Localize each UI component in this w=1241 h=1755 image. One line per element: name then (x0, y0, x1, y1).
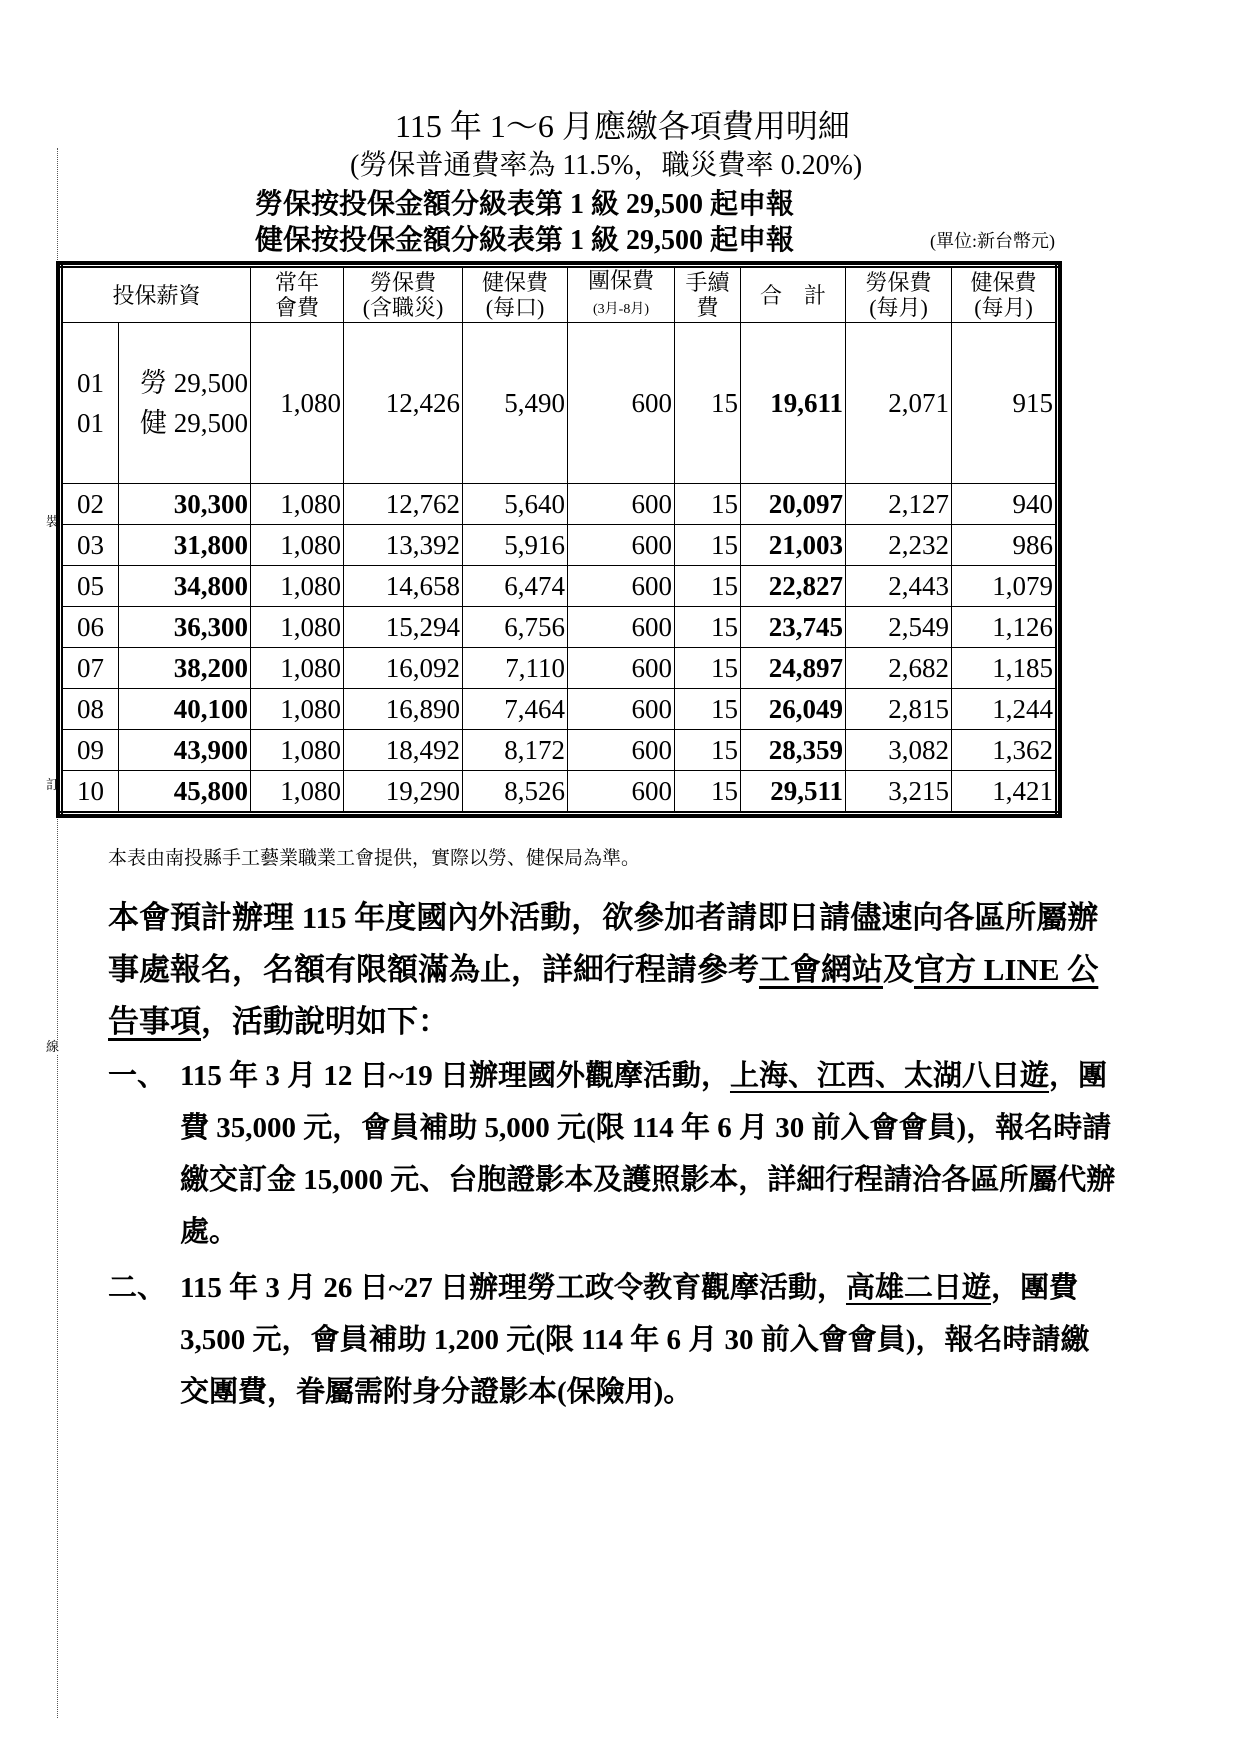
value-cell: 19,290 (344, 771, 463, 814)
value-cell: 12,426 (344, 323, 463, 484)
value-cell: 22,827 (741, 566, 846, 607)
value-cell: 2,443 (846, 566, 952, 607)
header-text: (每月) (974, 295, 1033, 320)
binding-mark: 裝 (46, 514, 60, 529)
value-cell: 1,080 (251, 525, 344, 566)
table-row (61, 689, 1058, 730)
value-cell: 1,080 (251, 730, 344, 771)
value-cell: 1,362 (952, 730, 1058, 771)
grade-cell: 02 (61, 484, 119, 525)
header-text: 勞保費 (370, 270, 437, 295)
header-text: 常年 (275, 270, 320, 295)
salary-cell: 45,800 (119, 771, 251, 814)
header-text: 費 (696, 295, 719, 320)
text-segment: ，團費 35,000 元，會員補助 5,000 元(限 114 年 6 月 30 前入會會員)，報名時請繳交訂金 15,000 元、台胞證影本及護照影本，詳細行程請洽各區所屬代辦處。 (180, 1060, 1116, 1248)
header-text: 投保薪資 (112, 282, 201, 308)
text-segment: 本會預計辦理 115 年度國內外活動，欲參加者請即日請儘速向各區所屬辦事處報名，名額有限額滿為止，詳細行程請參考 (108, 900, 1099, 987)
grade-cell: 08 (61, 689, 119, 730)
text-segment: 115 年 3 月 26 日~27 日辦理勞工政令教育觀摩活動， (180, 1272, 846, 1304)
value-cell: 600 (568, 607, 675, 648)
header-text: (3月-8月) (593, 302, 650, 317)
table-row (61, 323, 1058, 484)
column-header (675, 266, 741, 323)
table-note: 本表由南投縣手工藝業職業工會提供，實際以勞、健保局為準。 (108, 848, 641, 869)
value-cell: 15 (675, 525, 741, 566)
grade-cell: 05 (61, 566, 119, 607)
value-cell: 2,549 (846, 607, 952, 648)
value-cell: 8,172 (463, 730, 568, 771)
grade-cell: 10 (61, 771, 119, 814)
value-cell: 7,464 (463, 689, 568, 730)
value-cell: 2,232 (846, 525, 952, 566)
value-cell: 26,049 (741, 689, 846, 730)
column-header (251, 266, 344, 323)
table-row (61, 607, 1058, 648)
value-cell: 15 (675, 566, 741, 607)
grade-cell: 09 (61, 730, 119, 771)
labor-salary: 勞 29,500 (140, 368, 249, 398)
table-row (61, 566, 1058, 607)
value-cell: 6,474 (463, 566, 568, 607)
header-text: 合 計 (760, 282, 827, 308)
header-text: (每月) (869, 295, 928, 320)
item-number: 二、 (108, 1272, 167, 1304)
value-cell: 1,126 (952, 607, 1058, 648)
column-header (741, 266, 846, 323)
activity-item (108, 1262, 1118, 1418)
underlined-text: 工會網站 (759, 952, 883, 987)
value-cell: 600 (568, 566, 675, 607)
value-cell: 1,080 (251, 607, 344, 648)
value-cell: 600 (568, 689, 675, 730)
subtitle: (勞保普通費率為 11.5%，職災費率 0.20%) (350, 150, 863, 181)
value-cell: 7,110 (463, 648, 568, 689)
column-header (846, 266, 952, 323)
value-cell: 15 (675, 648, 741, 689)
underlined-text: 官方 LINE 公告事項 (108, 952, 1099, 1039)
salary-cell: 36,300 (119, 607, 251, 648)
salary-cell (119, 323, 251, 484)
column-header (568, 266, 675, 323)
value-cell: 2,682 (846, 648, 952, 689)
value-cell: 8,526 (463, 771, 568, 814)
value-cell: 15,294 (344, 607, 463, 648)
value-cell: 986 (952, 525, 1058, 566)
value-cell: 600 (568, 484, 675, 525)
value-cell: 5,916 (463, 525, 568, 566)
value-cell: 13,392 (344, 525, 463, 566)
value-cell: 600 (568, 648, 675, 689)
value-cell: 600 (568, 323, 675, 484)
column-header (344, 266, 463, 323)
binding-mark: 訂 (46, 777, 60, 792)
underlined-text: 高雄二日遊 (845, 1272, 991, 1304)
value-cell: 1,185 (952, 648, 1058, 689)
value-cell: 16,092 (344, 648, 463, 689)
grade-cell: 06 (61, 607, 119, 648)
text-section (108, 846, 1118, 1422)
value-cell: 600 (568, 730, 675, 771)
salary-cell: 30,300 (119, 484, 251, 525)
salary-cell: 40,100 (119, 689, 251, 730)
activity-item (108, 1050, 1118, 1258)
value-cell: 3,215 (846, 771, 952, 814)
value-cell: 915 (952, 323, 1058, 484)
value-cell: 1,079 (952, 566, 1058, 607)
value-cell: 18,492 (344, 730, 463, 771)
table-row (61, 730, 1058, 771)
header-text: 會費 (275, 295, 320, 320)
value-cell: 15 (675, 730, 741, 771)
value-cell: 15 (675, 323, 741, 484)
value-cell: 15 (675, 607, 741, 648)
value-cell: 1,080 (251, 484, 344, 525)
table-row (61, 525, 1058, 566)
value-cell: 1,080 (251, 566, 344, 607)
page-title: 115 年 1～6 月應繳各項費用明細 (395, 108, 850, 144)
value-cell: 12,762 (344, 484, 463, 525)
value-cell: 1,080 (251, 689, 344, 730)
value-cell: 20,097 (741, 484, 846, 525)
text-segment: 及 (883, 952, 914, 987)
table-header-row (61, 266, 1058, 323)
value-cell: 2,071 (846, 323, 952, 484)
value-cell: 1,244 (952, 689, 1058, 730)
header-text: 團保費 (588, 268, 655, 293)
grade-cell: 03 (61, 525, 119, 566)
value-cell: 2,127 (846, 484, 952, 525)
intro-paragraph (108, 892, 1118, 1048)
value-cell: 940 (952, 484, 1058, 525)
value-cell: 1,080 (251, 323, 344, 484)
header-text: (每口) (485, 295, 545, 320)
unit-note: (單位:新台幣元) (930, 231, 1055, 251)
value-cell: 5,490 (463, 323, 568, 484)
salary-cell: 43,900 (119, 730, 251, 771)
item-body (180, 1050, 1118, 1258)
header-text: 手續 (685, 270, 730, 295)
item-body (180, 1262, 1118, 1418)
value-cell: 29,511 (741, 771, 846, 814)
column-header (952, 266, 1058, 323)
text-segment: ，團費 3,500 元，會員補助 1,200 元(限 114 年 6 月 30 前入會會員)，報名時請繳交團費，眷屬需附身分證影本(保險用)。 (180, 1272, 1090, 1408)
header-text: (含職災) (362, 295, 444, 320)
value-cell: 15 (675, 484, 741, 525)
value-cell: 6,756 (463, 607, 568, 648)
value-cell: 1,080 (251, 771, 344, 814)
value-cell: 1,421 (952, 771, 1058, 814)
header-text: 健保費 (970, 270, 1037, 295)
value-cell: 600 (568, 525, 675, 566)
header-text: 勞保費 (865, 270, 932, 295)
value-cell: 15 (675, 771, 741, 814)
fee-table (58, 263, 1060, 816)
value-cell: 2,815 (846, 689, 952, 730)
table-row (61, 771, 1058, 814)
value-cell: 1,080 (251, 648, 344, 689)
value-cell: 16,890 (344, 689, 463, 730)
value-cell: 3,082 (846, 730, 952, 771)
value-cell: 28,359 (741, 730, 846, 771)
salary-cell: 34,800 (119, 566, 251, 607)
labor-grade-note: 勞保按投保金額分級表第 1 級 29,500 起申報 (255, 189, 795, 220)
value-cell: 21,003 (741, 525, 846, 566)
health-salary: 健 29,500 (140, 408, 249, 438)
header-text: 健保費 (482, 270, 549, 295)
salary-cell: 31,800 (119, 525, 251, 566)
grade-cell: 01 01 (61, 323, 119, 484)
binding-mark: 線 (46, 1039, 60, 1054)
value-cell: 15 (675, 689, 741, 730)
health-grade-note: 健保按投保金額分級表第 1 級 29,500 起申報 (255, 225, 795, 256)
table-row (61, 484, 1058, 525)
text-segment: ，活動說明如下： (201, 1004, 449, 1039)
column-header (61, 266, 251, 323)
value-cell: 14,658 (344, 566, 463, 607)
grade-cell: 07 (61, 648, 119, 689)
value-cell: 19,611 (741, 323, 846, 484)
value-cell: 600 (568, 771, 675, 814)
value-cell: 23,745 (741, 607, 846, 648)
value-cell: 24,897 (741, 648, 846, 689)
table-row (61, 648, 1058, 689)
item-number: 一、 (108, 1060, 167, 1092)
value-cell: 5,640 (463, 484, 568, 525)
salary-cell: 38,200 (119, 648, 251, 689)
text-segment: 115 年 3 月 12 日~19 日辦理國外觀摩活動， (180, 1060, 730, 1092)
column-header (463, 266, 568, 323)
underlined-text: 上海、江西、太湖八日遊 (729, 1060, 1049, 1092)
